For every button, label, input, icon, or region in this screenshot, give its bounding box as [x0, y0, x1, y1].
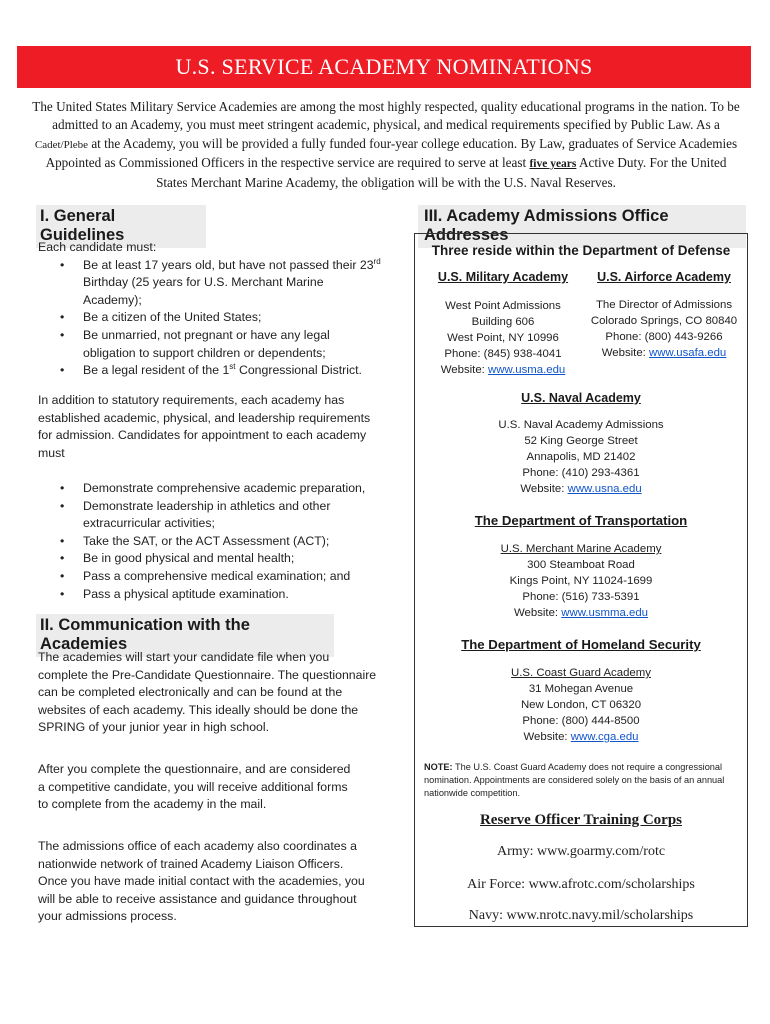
academy-requirements-list — [38, 480, 390, 603]
communication-paragraph-3: The admissions office of each academy also coordinates a nationwide network of trained Academy Liaison Officers. Once you have made initial contact with the academies, you will be able to receive assistance and guidance throughout your admissions process. — [38, 839, 365, 924]
section-general-guidelines-heading: I. General Guidelines — [36, 205, 206, 248]
transportation-dept-heading: The Department of Transportation — [474, 513, 688, 528]
coast-guard-address: U.S. Coast Guard Academy 31 Mohegan Avenue New London, CT 06320 Phone: (800) 444-8500 Website: www.cga.edu — [415, 665, 747, 745]
candidate-requirements-list — [38, 257, 383, 380]
rotc-heading: Reserve Officer Training Corps — [479, 812, 683, 828]
coast-guard-name: U.S. Coast Guard Academy — [511, 667, 651, 679]
military-academy-address: West Point Admissions Building 606 West Point, NY 10996 Phone: (845) 938-4041 Website: www.usma.edu — [440, 300, 566, 376]
airforce-academy-name: U.S. Airforce Academy — [597, 270, 731, 284]
guidelines-block — [38, 239, 383, 380]
intro-text-3: Active Duty. For the United States Merchant Marine Academy, the obligation will be with the U.S. Naval Reserves. — [156, 155, 727, 190]
intro-cadet-term: Cadet/Plebe — [34, 138, 89, 151]
page-title: U.S. SERVICE ACADEMY NOMINATIONS — [17, 46, 751, 88]
rotc-airforce: Air Force: www.afrotc.com/scholarships — [467, 877, 695, 892]
intro-text-2: at the Academy, you will be provided a fully funded four-year college education. By Law, graduates of Service Academies Appointed as Commissioned Officers in the respective service are required to serve at least — [45, 135, 738, 171]
list-item: • Pass a comprehensive medical examination; and — [38, 568, 390, 586]
section-communication-heading: II. Communication with the Academies — [36, 614, 334, 657]
naval-academy-address: U.S. Naval Academy Admissions 52 King George Street Annapolis, MD 21402 Phone: (410) 293-4361 Website: www.usna.edu — [498, 419, 664, 495]
list-item: • Be unmarried, not pregnant or have any legal obligation to support children or dependents; — [38, 327, 383, 362]
coast-guard-website-link[interactable]: www.cga.edu — [570, 731, 639, 743]
list-item: • Demonstrate leadership in athletics and other extracurricular activities; — [38, 498, 390, 533]
list-item: • Be at least 17 years old, but have not passed their 23rd Birthday (25 years for U.S. Merchant Marine Academy); — [38, 257, 383, 310]
list-item: • Pass a physical aptitude examination. — [38, 586, 390, 604]
academy-requirements-block — [38, 480, 390, 603]
list-item: • Be a citizen of the United States; — [38, 309, 383, 327]
naval-website-link[interactable]: www.usna.edu — [567, 483, 642, 495]
airforce-website-link[interactable]: www.usafa.edu — [649, 347, 727, 359]
intro-five-years: five years — [529, 158, 577, 171]
list-item: • Demonstrate comprehensive academic preparation, — [38, 480, 390, 498]
rotc-navy: Navy: www.nrotc.navy.mil/scholarships — [468, 908, 694, 923]
military-academy-name: U.S. Military Academy — [437, 270, 569, 284]
communication-paragraph-1: The academies will start your candidate file when you complete the Pre-Candidate Questionnaire. The questionnaire can be completed electronically and can be found at the websites of each academy. This ideally should be done the SPRING of your junior year in high school. — [38, 650, 377, 735]
airforce-academy-address: The Director of Admissions Colorado Springs, CO 80840 Phone: (800) 443-9266 Website: www.usafa.edu — [590, 299, 738, 359]
naval-academy-name: U.S. Naval Academy — [521, 391, 641, 405]
list-item: • Take the SAT, or the ACT Assessment (ACT); — [38, 533, 390, 551]
list-item: • Be in good physical and mental health; — [38, 550, 390, 568]
list-item: • Be a legal resident of the 1st Congressional District. — [38, 362, 383, 380]
intro-paragraph — [30, 98, 742, 192]
rotc-army: Army: www.goarmy.com/rotc — [496, 844, 666, 859]
merchant-marine-name: U.S. Merchant Marine Academy — [500, 543, 662, 555]
homeland-security-dept-heading: The Department of Homeland Security — [461, 637, 701, 652]
defense-heading: Three reside within the Department of Defense — [431, 243, 731, 258]
merchant-marine-address: U.S. Merchant Marine Academy 300 Steamboat Road Kings Point, NY 11024-1699 Phone: (516) 733-5391 Website: www.usmma.edu — [415, 541, 747, 621]
merchant-marine-website-link[interactable]: www.usmma.edu — [561, 607, 648, 619]
section-addresses-heading: III. Academy Admissions Office Addresses — [418, 205, 746, 248]
statutory-paragraph: In addition to statutory requirements, each academy has established academic, physical, and leadership requirements for admission. Candidates for appointment to each academy must — [38, 393, 371, 460]
communication-paragraph-2: After you complete the questionnaire, and are considered a competitive candidate, you will receive additional forms to complete from the academy in the mail. — [38, 762, 351, 812]
intro-text-1: The United States Military Service Academies are among the most highly respected, quality educational programs in the nation. To be admitted to an Academy, you must meet stringent academic, physical, and medical requirements specified by Public Law. As a — [32, 99, 740, 133]
military-website-link[interactable]: www.usma.edu — [488, 364, 566, 376]
addresses-box — [414, 233, 748, 927]
guidelines-lead: Each candidate must: — [38, 240, 157, 254]
coast-guard-note: NOTE: The U.S. Coast Guard Academy does not require a congressional nomination. Appointments are considered solely on the basis of an annual nationwide competition. — [424, 762, 725, 798]
